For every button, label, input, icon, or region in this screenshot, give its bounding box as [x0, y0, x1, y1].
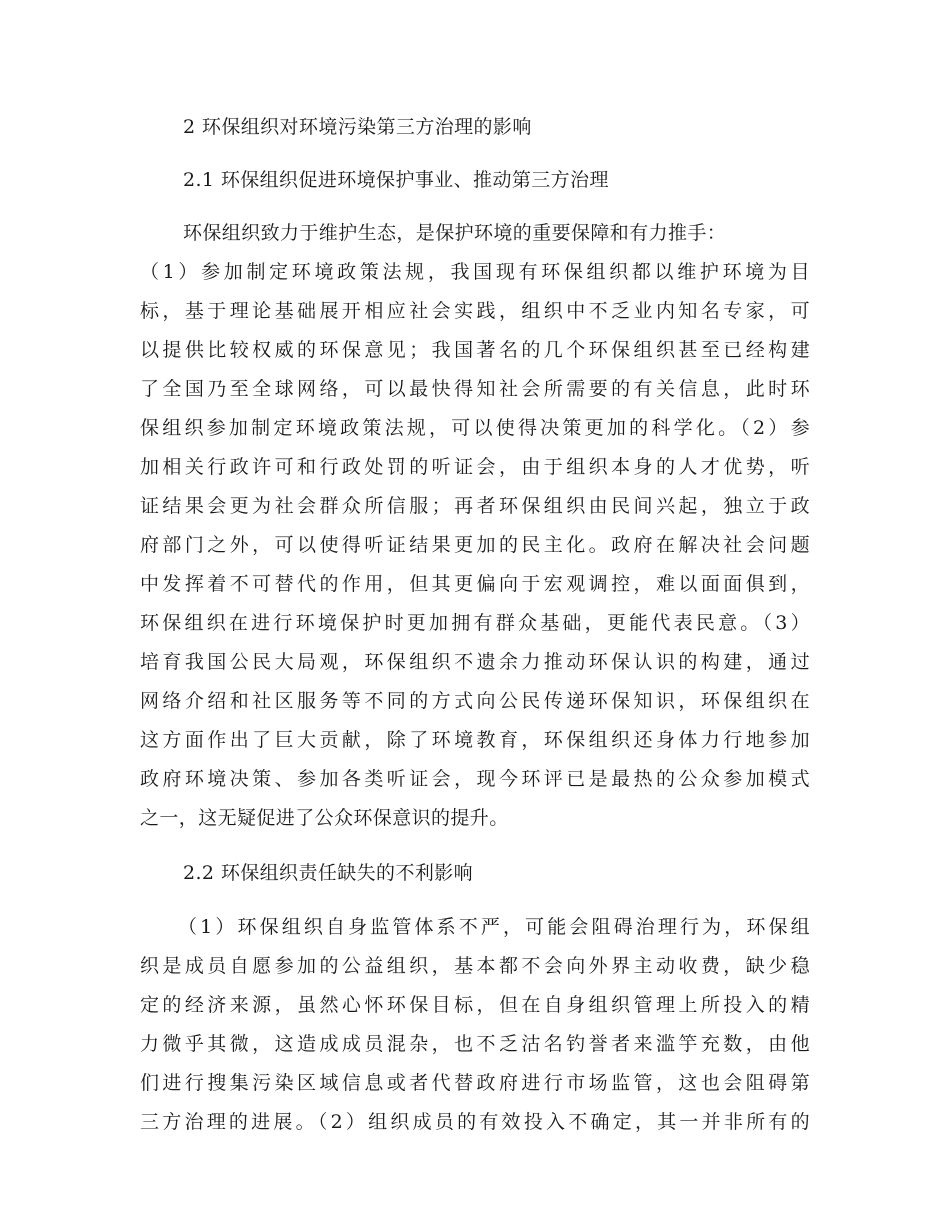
paragraph-line: 这方面作出了巨大贡献，除了环境教育，环保组织还身体力行地参加 [140, 729, 810, 751]
paragraph-line: 之一，这无疑促进了公众环保意识的提升。 [140, 807, 509, 829]
paragraph-line: 网络介绍和社区服务等不同的方式向公民传递环保知识，环保组织在 [140, 690, 810, 712]
paragraph-line: 环保组织致力于维护生态，是保护环境的重要保障和有力推手： [183, 222, 727, 244]
paragraph-line: 环保组织在进行环境保护时更加拥有群众基础，更能代表民意。（3） [140, 612, 810, 634]
section-heading-2-1: 2.1 环保组织促进环境保护事业、推动第三方治理 [183, 169, 609, 191]
paragraph-line: 织是成员自愿参加的公益组织，基本都不会向外界主动收费，缺少稳 [140, 955, 810, 977]
paragraph-line: （1）参加制定环境政策法规，我国现有环保组织都以维护环境为目 [140, 261, 810, 283]
paragraph-line: 三方治理的进展。（2）组织成员的有效投入不确定，其一并非所有的 [140, 1111, 810, 1133]
paragraph-line: 以提供比较权威的环保意见；我国著名的几个环保组织甚至已经构建 [140, 339, 810, 361]
paragraph-line: 们进行搜集污染区域信息或者代替政府进行市场监管，这也会阻碍第 [140, 1072, 810, 1094]
paragraph-line: 标，基于理论基础展开相应社会实践，组织中不乏业内知名专家，可 [140, 300, 810, 322]
paragraph-line: 政府环境决策、参加各类听证会，现今环评已是最热的公众参加模式 [140, 768, 810, 790]
paragraph-line: 加相关行政许可和行政处罚的听证会，由于组织本身的人才优势，听 [140, 456, 810, 478]
paragraph-line: 培育我国公民大局观，环保组织不遗余力推动环保认识的构建，通过 [140, 651, 810, 673]
paragraph-line: 定的经济来源，虽然心怀环保目标，但在自身组织管理上所投入的精 [140, 994, 810, 1016]
section-heading-2: 2 环保组织对环境污染第三方治理的影响 [183, 116, 532, 138]
paragraph-line: 了全国乃至全球网络，可以最快得知社会所需要的有关信息，此时环 [140, 378, 810, 400]
paragraph-line: 力微乎其微，这造成成员混杂，也不乏沽名钓誉者来滥竽充数，由他 [140, 1033, 810, 1055]
paragraph-line: 府部门之外，可以使得听证结果更加的民主化。政府在解决社会问题 [140, 534, 810, 556]
paragraph-line: 证结果会更为社会群众所信服；再者环保组织由民间兴起，独立于政 [140, 495, 810, 517]
paragraph-line: （1）环保组织自身监管体系不严，可能会阻碍治理行为，环保组 [178, 916, 810, 938]
paragraph-line: 中发挥着不可替代的作用，但其更偏向于宏观调控，难以面面俱到， [140, 573, 810, 595]
section-heading-2-2: 2.2 环保组织责任缺失的不利影响 [183, 862, 474, 884]
paragraph-line: 保组织参加制定环境政策法规，可以使得决策更加的科学化。（2）参 [140, 417, 810, 439]
